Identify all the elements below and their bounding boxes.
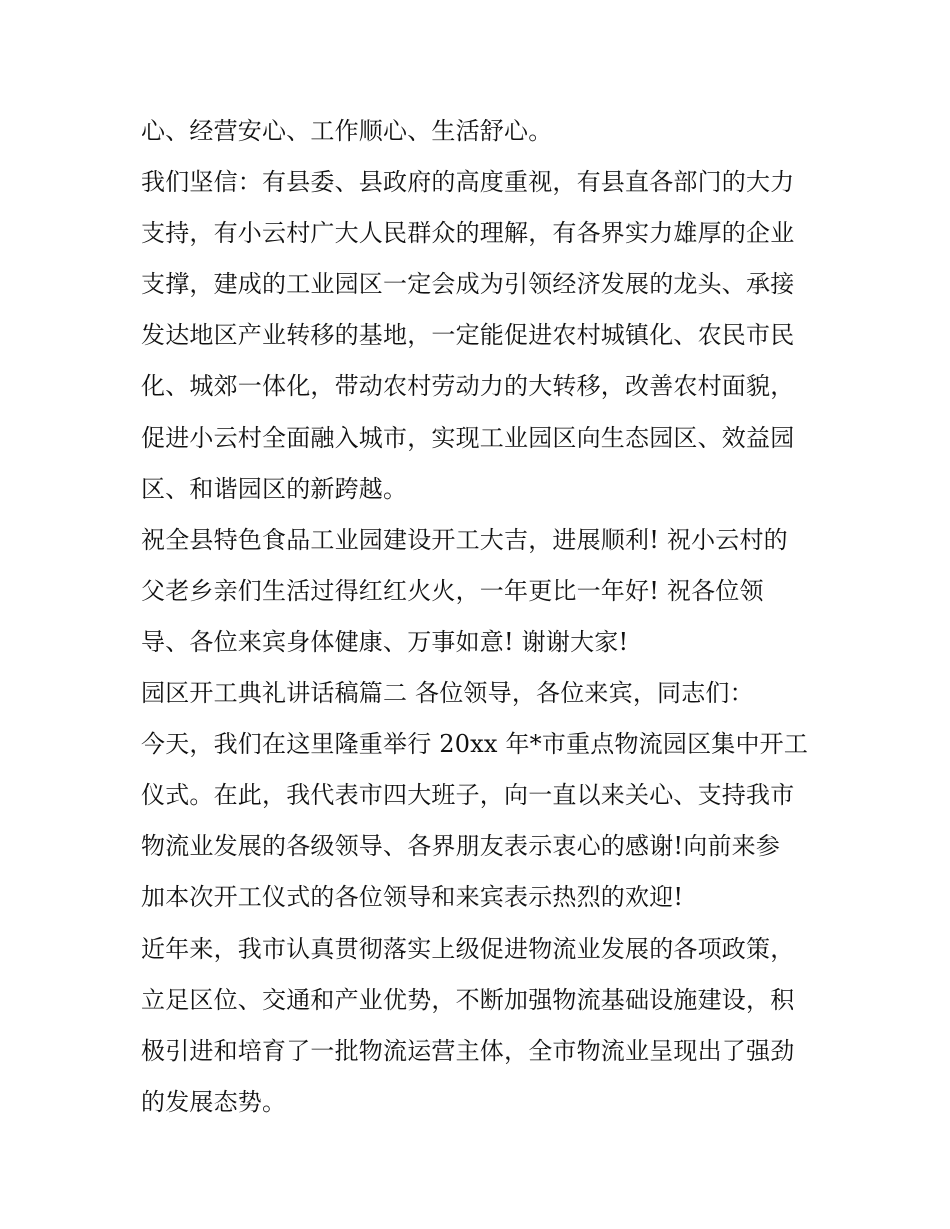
text-line: 加本次开工仪式的各位领导和来宾表示热烈的欢迎! [141,883,684,912]
section-heading-line: 园区开工典礼讲话稿篇二 各位领导，各位来宾，同志们： [141,679,754,708]
text-line: 支撑，建成的工业园区一定会成为引领经济发展的龙头、承接 [141,270,795,299]
text-line: 极引进和培育了一批物流运营主体，全市物流业呈现出了强劲 [141,1036,795,1065]
text-line: 父老乡亲们生活过得红红火火，一年更比一年好! 祝各位领 [141,576,764,605]
text-line: 物流业发展的各级领导、各界朋友表示衷心的感谢!向前来参 [141,832,781,861]
text-line: 化、城郊一体化，带动农村劳动力的大转移，改善农村面貌， [141,372,795,401]
text-line: 区、和谐园区的新跨越。 [141,474,408,503]
text-line: 我们坚信：有县委、县政府的高度重视，有县直各部门的大力 [141,168,795,197]
text-line: 今天，我们在这里隆重举行 20xx 年*市重点物流园区集中开工 [141,730,809,759]
text-line: 心、经营安心、工作顺心、生活舒心。 [141,117,553,145]
text-line: 近年来，我市认真贯彻落实上级促进物流业发展的各项政策， [141,934,795,963]
text-line: 发达地区产业转移的基地，一定能促进农村城镇化、农民市民 [141,321,795,350]
text-line: 导、各位来宾身体健康、万事如意! 谢谢大家! [141,627,629,656]
text-line: 立足区位、交通和产业优势，不断加强物流基础设施建设，积 [141,985,795,1014]
text-line: 祝全县特色食品工业园建设开工大吉，进展顺利! 祝小云村的 [141,525,788,554]
document-body [141,106,821,1128]
text-line: 的发展态势。 [141,1087,287,1116]
text-line: 支持，有小云村广大人民群众的理解，有各界实力雄厚的企业 [141,219,795,248]
text-line: 仪式。在此，我代表市四大班子，向一直以来关心、支持我市 [141,781,795,810]
text-line: 促进小云村全面融入城市，实现工业园区向生态园区、效益园 [141,423,795,452]
